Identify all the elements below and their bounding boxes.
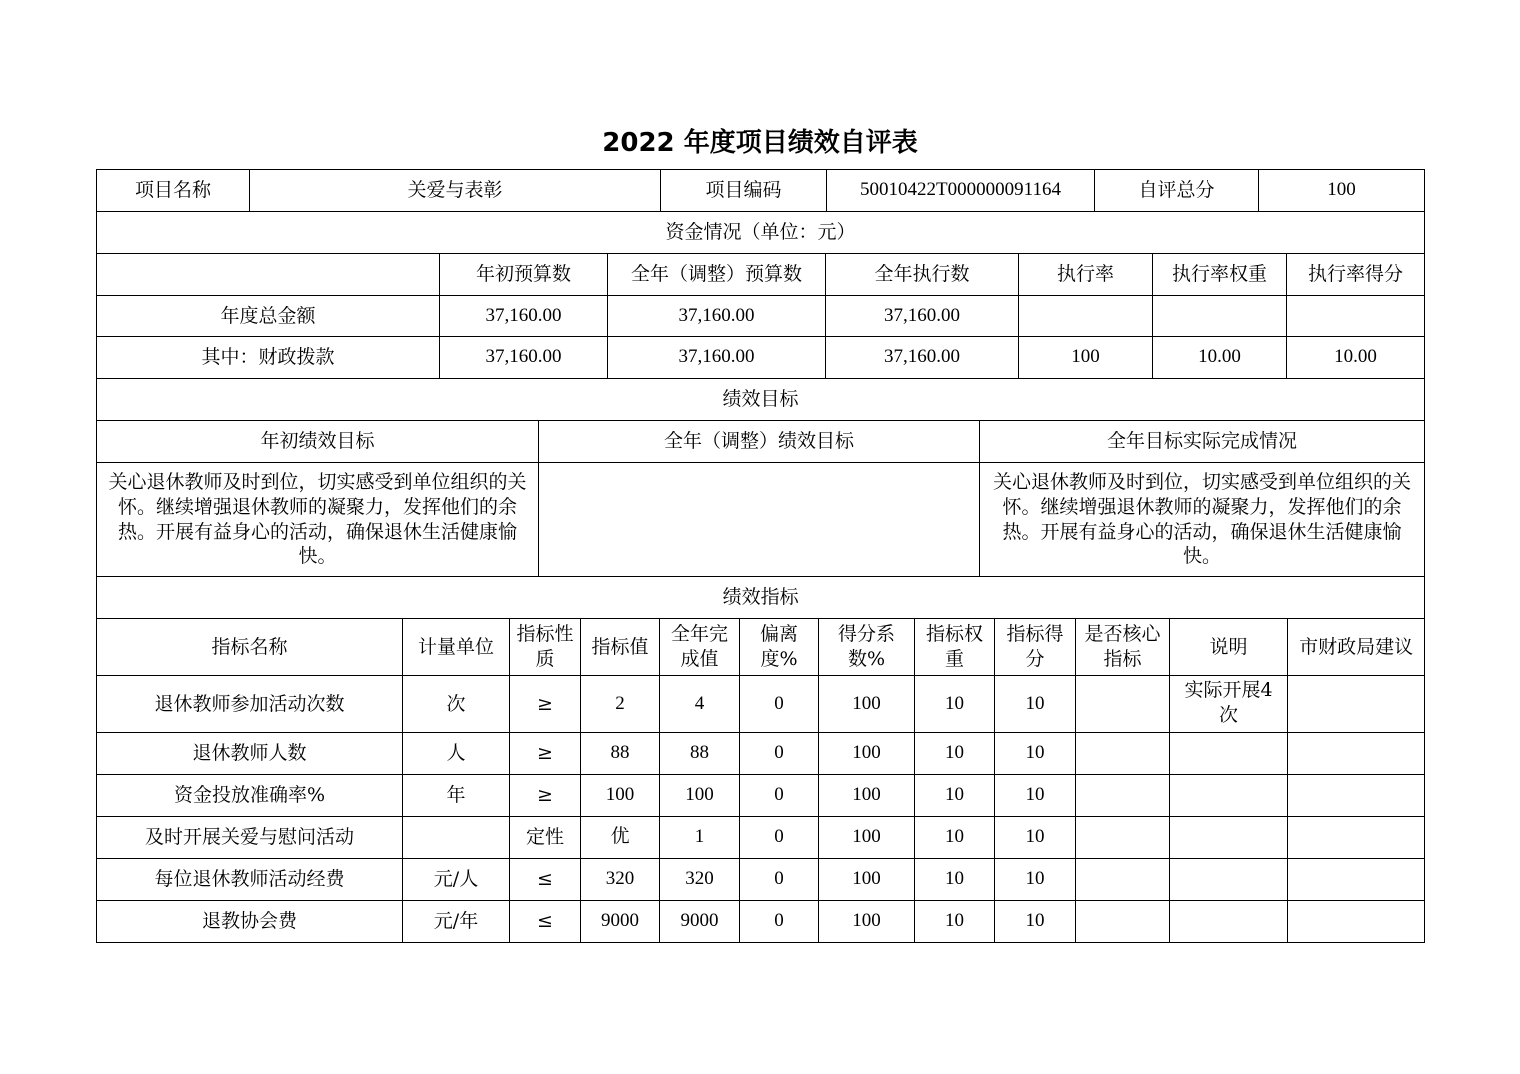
project-code-label: 项目编码 xyxy=(661,170,827,212)
indicator-name: 及时开展关爱与慰问活动 xyxy=(97,817,403,859)
goal-actual-text: 关心退休教师及时到位，切实感受到单位组织的关怀。继续增强退休教师的凝聚力，发挥他们的余热。开展有益身心的活动，确保退休生活健康愉快。 xyxy=(980,463,1425,577)
indicator-note xyxy=(1170,901,1288,943)
funds-col-header: 执行率得分 xyxy=(1287,254,1425,296)
indicator-unit: 元/人 xyxy=(403,859,510,901)
funds-row-total xyxy=(97,296,1425,337)
indicator-note xyxy=(1170,859,1288,901)
table-row xyxy=(97,901,1425,943)
indicator-core xyxy=(1076,817,1170,859)
indicator-core xyxy=(1076,859,1170,901)
project-name-label: 项目名称 xyxy=(97,170,250,212)
goals-col-actual: 全年目标实际完成情况 xyxy=(980,421,1425,463)
indicator-col-header: 说明 xyxy=(1170,619,1288,676)
table-row xyxy=(97,676,1425,733)
funds-section-title: 资金情况（单位：元） xyxy=(97,212,1425,254)
funds-row-label: 其中：财政拨款 xyxy=(97,337,440,379)
indicator-target: 优 xyxy=(581,817,660,859)
funds-col-header: 执行率 xyxy=(1019,254,1153,296)
indicator-nature: ≤ xyxy=(510,901,581,943)
indicator-score: 10 xyxy=(995,901,1076,943)
indicator-col-header: 偏离度% xyxy=(740,619,819,676)
indicator-target: 9000 xyxy=(581,901,660,943)
goal-initial-text: 关心退休教师及时到位，切实感受到单位组织的关怀。继续增强退休教师的凝聚力，发挥他们的余热。开展有益身心的活动，确保退休生活健康愉快。 xyxy=(97,463,539,577)
indicator-deviation: 0 xyxy=(740,775,819,817)
indicator-nature: 定性 xyxy=(510,817,581,859)
funds-col-header: 全年（调整）预算数 xyxy=(608,254,826,296)
indicator-name: 退休教师人数 xyxy=(97,733,403,775)
indicator-advice xyxy=(1288,676,1425,733)
indicator-advice xyxy=(1288,775,1425,817)
indicator-core xyxy=(1076,901,1170,943)
indicator-actual: 4 xyxy=(660,676,740,733)
funds-table xyxy=(96,211,1425,379)
indicator-score: 10 xyxy=(995,817,1076,859)
project-header-table xyxy=(96,169,1425,212)
score-value: 100 xyxy=(1259,170,1425,212)
table-row xyxy=(97,775,1425,817)
indicator-score: 10 xyxy=(995,859,1076,901)
indicator-target: 100 xyxy=(581,775,660,817)
indicator-coef: 100 xyxy=(819,859,915,901)
indicator-deviation: 0 xyxy=(740,901,819,943)
indicator-coef: 100 xyxy=(819,901,915,943)
indicator-score: 10 xyxy=(995,676,1076,733)
indicator-core xyxy=(1076,775,1170,817)
funds-col-header: 年初预算数 xyxy=(440,254,608,296)
indicator-weight: 10 xyxy=(915,775,995,817)
indicator-unit: 次 xyxy=(403,676,510,733)
goals-col-adjusted: 全年（调整）绩效目标 xyxy=(539,421,980,463)
indicator-core xyxy=(1076,676,1170,733)
indicator-coef: 100 xyxy=(819,676,915,733)
indicator-actual: 88 xyxy=(660,733,740,775)
goals-section-title: 绩效目标 xyxy=(97,379,1425,421)
indicator-actual: 9000 xyxy=(660,901,740,943)
indicator-note xyxy=(1170,817,1288,859)
project-code-value: 50010422T000000091164 xyxy=(827,170,1095,212)
score-label: 自评总分 xyxy=(1095,170,1259,212)
funds-cell: 37,160.00 xyxy=(440,296,608,337)
table-row xyxy=(97,817,1425,859)
indicator-nature: ≥ xyxy=(510,733,581,775)
funds-cell: 37,160.00 xyxy=(608,337,826,379)
indicator-col-header: 指标得分 xyxy=(995,619,1076,676)
funds-cell: 37,160.00 xyxy=(826,296,1019,337)
indicator-weight: 10 xyxy=(915,676,995,733)
indicator-note xyxy=(1170,733,1288,775)
indicator-advice xyxy=(1288,859,1425,901)
indicator-col-header: 指标值 xyxy=(581,619,660,676)
indicator-col-header: 全年完成值 xyxy=(660,619,740,676)
table-row xyxy=(97,733,1425,775)
indicator-nature: ≤ xyxy=(510,859,581,901)
indicator-core xyxy=(1076,733,1170,775)
goal-adjusted-text xyxy=(539,463,980,577)
indicator-weight: 10 xyxy=(915,733,995,775)
indicator-name: 退教协会费 xyxy=(97,901,403,943)
indicator-weight: 10 xyxy=(915,901,995,943)
indicator-deviation: 0 xyxy=(740,859,819,901)
indicator-note xyxy=(1170,775,1288,817)
funds-cell xyxy=(1019,296,1153,337)
indicator-coef: 100 xyxy=(819,775,915,817)
indicator-unit xyxy=(403,817,510,859)
indicator-actual: 100 xyxy=(660,775,740,817)
funds-cell: 37,160.00 xyxy=(440,337,608,379)
indicator-weight: 10 xyxy=(915,859,995,901)
indicator-col-header: 计量单位 xyxy=(403,619,510,676)
indicator-deviation: 0 xyxy=(740,733,819,775)
indicator-advice xyxy=(1288,901,1425,943)
indicator-nature: ≥ xyxy=(510,775,581,817)
goals-col-initial: 年初绩效目标 xyxy=(97,421,539,463)
indicator-note: 实际开展4次 xyxy=(1170,676,1288,733)
indicator-nature: ≥ xyxy=(510,676,581,733)
indicator-coef: 100 xyxy=(819,733,915,775)
funds-header-blank xyxy=(97,254,440,296)
indicator-name: 资金投放准确率% xyxy=(97,775,403,817)
funds-cell xyxy=(1287,296,1425,337)
indicators-table xyxy=(96,576,1425,943)
indicator-coef: 100 xyxy=(819,817,915,859)
funds-cell: 100 xyxy=(1019,337,1153,379)
indicator-actual: 320 xyxy=(660,859,740,901)
funds-row-label: 年度总金额 xyxy=(97,296,440,337)
indicator-unit: 年 xyxy=(403,775,510,817)
project-name-value: 关爱与表彰 xyxy=(250,170,661,212)
funds-cell: 10.00 xyxy=(1153,337,1287,379)
funds-cell xyxy=(1153,296,1287,337)
funds-col-header: 执行率权重 xyxy=(1153,254,1287,296)
goals-table xyxy=(96,378,1425,577)
funds-cell: 37,160.00 xyxy=(608,296,826,337)
indicator-col-header: 指标权重 xyxy=(915,619,995,676)
indicator-name: 退休教师参加活动次数 xyxy=(97,676,403,733)
indicator-col-header: 得分系数% xyxy=(819,619,915,676)
funds-col-header: 全年执行数 xyxy=(826,254,1019,296)
indicator-target: 2 xyxy=(581,676,660,733)
indicator-deviation: 0 xyxy=(740,817,819,859)
funds-cell: 10.00 xyxy=(1287,337,1425,379)
indicator-col-header: 指标名称 xyxy=(97,619,403,676)
indicator-weight: 10 xyxy=(915,817,995,859)
indicator-col-header: 市财政局建议 xyxy=(1288,619,1425,676)
indicator-col-header: 是否核心指标 xyxy=(1076,619,1170,676)
funds-row-fiscal xyxy=(97,337,1425,379)
page-title: 2022 年度项目绩效自评表 xyxy=(602,128,918,158)
indicators-section-title: 绩效指标 xyxy=(97,577,1425,619)
indicator-col-header: 指标性质 xyxy=(510,619,581,676)
indicator-target: 320 xyxy=(581,859,660,901)
table-row xyxy=(97,859,1425,901)
indicator-score: 10 xyxy=(995,775,1076,817)
indicator-unit: 人 xyxy=(403,733,510,775)
indicator-actual: 1 xyxy=(660,817,740,859)
indicator-deviation: 0 xyxy=(740,676,819,733)
indicator-advice xyxy=(1288,817,1425,859)
indicator-advice xyxy=(1288,733,1425,775)
indicator-name: 每位退休教师活动经费 xyxy=(97,859,403,901)
indicator-unit: 元/年 xyxy=(403,901,510,943)
indicator-target: 88 xyxy=(581,733,660,775)
funds-cell: 37,160.00 xyxy=(826,337,1019,379)
indicator-score: 10 xyxy=(995,733,1076,775)
